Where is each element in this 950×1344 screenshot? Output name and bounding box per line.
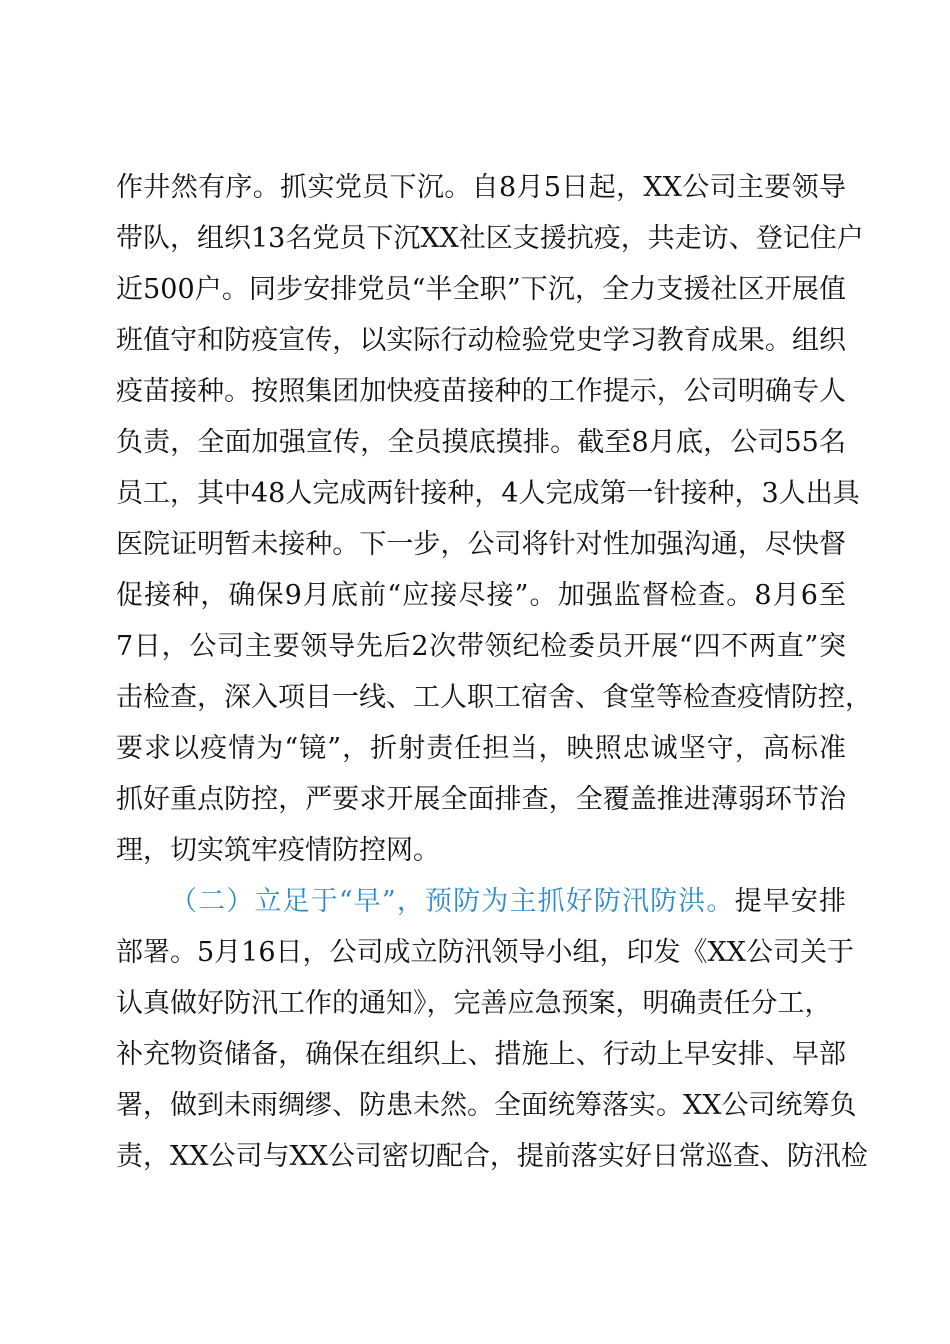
paragraph-line: 责，XX公司与XX公司密切配合，提前落实好日常巡查、防汛检	[116, 1141, 868, 1172]
paragraph-line: 抓好重点防控，严要求开展全面排查，全覆盖推进薄弱环节治	[116, 784, 846, 815]
document-body	[116, 162, 872, 1182]
section-heading-rest: 提早安排	[734, 886, 847, 917]
paragraph-line: 负责，全面加强宣传，全员摸底摸排。截至8月底，公司55名	[116, 427, 846, 458]
paragraph-line: 疫苗接种。按照集团加快疫苗接种的工作提示，公司明确专人	[116, 376, 846, 407]
paragraph-line: 补充物资储备，确保在组织上、措施上、行动上早安排、早部	[116, 1039, 846, 1070]
paragraph-line: 促接种，确保9月底前“应接尽接”。加强监督检查。8月6至	[116, 580, 846, 611]
paragraph-line: 要求以疫情为“镜”，折射责任担当，映照忠诚坚守，高标准	[116, 733, 846, 764]
paragraph-line: 近500户。同步安排党员“半全职”下沉，全力支援社区开展值	[116, 274, 846, 305]
section-heading-line	[116, 876, 846, 927]
paragraph-line: 击检查，深入项目一线、工人职工宿舍、食堂等检查疫情防控，	[116, 682, 872, 713]
section-heading: （二）立足于“早”，预防为主抓好防汛防洪。	[170, 886, 735, 917]
paragraph-line: 署，做到未雨绸缪、防患未然。全面统筹落实。XX公司统筹负	[116, 1090, 857, 1121]
paragraph-line: 理，切实筑牢疫情防控网。	[116, 835, 440, 866]
paragraph-line: 带队，组织13名党员下沉XX社区支援抗疫，共走访、登记住户	[116, 223, 864, 254]
paragraph-line: 7日，公司主要领导先后2次带领纪检委员开展“四不两直”突	[116, 631, 846, 662]
paragraph-line: 部署。5月16日，公司成立防汛领导小组，印发《XX公司关于	[116, 937, 854, 968]
paragraph-line: 员工，其中48人完成两针接种，4人完成第一针接种，3人出具	[116, 478, 860, 509]
paragraph-line: 医院证明暂未接种。下一步，公司将针对性加强沟通，尽快督	[116, 529, 846, 560]
paragraph-line: 班值守和防疫宣传，以实际行动检验党史学习教育成果。组织	[116, 325, 846, 356]
paragraph-line: 作井然有序。抓实党员下沉。自8月5日起，XX公司主要领导	[116, 172, 846, 203]
paragraph-line: 认真做好防汛工作的通知》，完善应急预案，明确责任分工，	[116, 988, 832, 1019]
